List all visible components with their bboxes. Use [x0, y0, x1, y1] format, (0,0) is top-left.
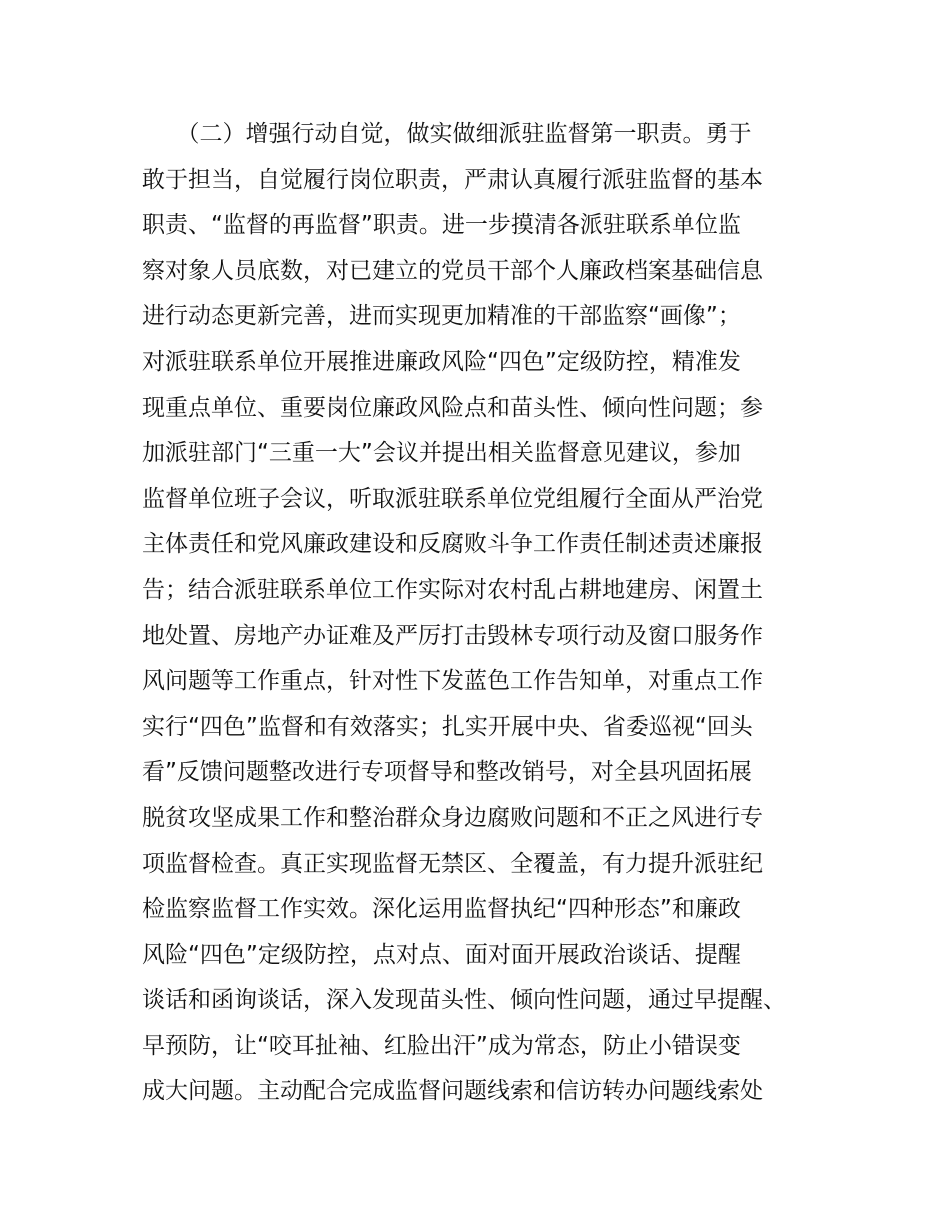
text-line: 加派驻部门“三重一大”会议并提出相关监督意见建议，参加	[142, 440, 741, 467]
text-line: 风险“四色”定级防控，点对点、面对面开展政治谈话、提醒	[142, 941, 741, 968]
text-line: 项监督检查。真正实现监督无禁区、全覆盖，有力提升派驻纪	[142, 850, 763, 877]
text-line: 告；结合派驻联系单位工作实际对农村乱占耕地建房、闲置土	[142, 576, 763, 603]
text-line: 看”反馈问题整改进行专项督导和整改销号，对全县巩固拓展	[142, 759, 752, 786]
text-line: 监督单位班子会议，听取派驻联系单位党组履行全面从严治党	[142, 485, 763, 512]
text-line: 成大问题。主动配合完成监督问题线索和信访转办问题线索处	[142, 1078, 763, 1105]
text-line: （二）增强行动自觉，做实做细派驻监督第一职责。勇于	[142, 121, 752, 147]
body-paragraph	[142, 112, 842, 1115]
text-line: 主体责任和党风廉政建设和反腐败斗争工作责任制述责述廉报	[142, 531, 763, 558]
text-line: 职责、“监督的再监督”职责。进一步摸清各派驻联系单位监	[142, 212, 741, 239]
text-line: 实行“四色”监督和有效落实；扎实开展中央、省委巡视“回头	[142, 713, 753, 740]
text-line: 察对象人员底数，对已建立的党员干部个人廉政档案基础信息	[142, 257, 763, 284]
text-line: 脱贫攻坚成果工作和整治群众身边腐败问题和不正之风进行专	[142, 804, 763, 831]
text-line: 对派驻联系单位开展推进廉政风险“四色”定级防控，精准发	[142, 348, 741, 375]
text-line: 进行动态更新完善，进而实现更加精准的干部监察“画像”；	[142, 303, 741, 330]
text-line: 现重点单位、重要岗位廉政风险点和苗头性、倾向性问题；参	[142, 394, 763, 421]
text-line: 地处置、房地产办证难及严厉打击毁林专项行动及窗口服务作	[142, 622, 763, 649]
text-line: 检监察监督工作实效。深化运用监督执纪“四种形态”和廉政	[142, 896, 741, 923]
text-line: 敢于担当，自觉履行岗位职责，严肃认真履行派驻监督的基本	[142, 166, 763, 193]
text-line: 早预防，让“咬耳扯袖、红脸出汗”成为常态，防止小错误变	[142, 1032, 741, 1059]
text-line: 谈话和函询谈话，深入发现苗头性、倾向性问题，通过早提醒、	[142, 987, 786, 1014]
text-line: 风问题等工作重点，针对性下发蓝色工作告知单，对重点工作	[142, 668, 763, 695]
